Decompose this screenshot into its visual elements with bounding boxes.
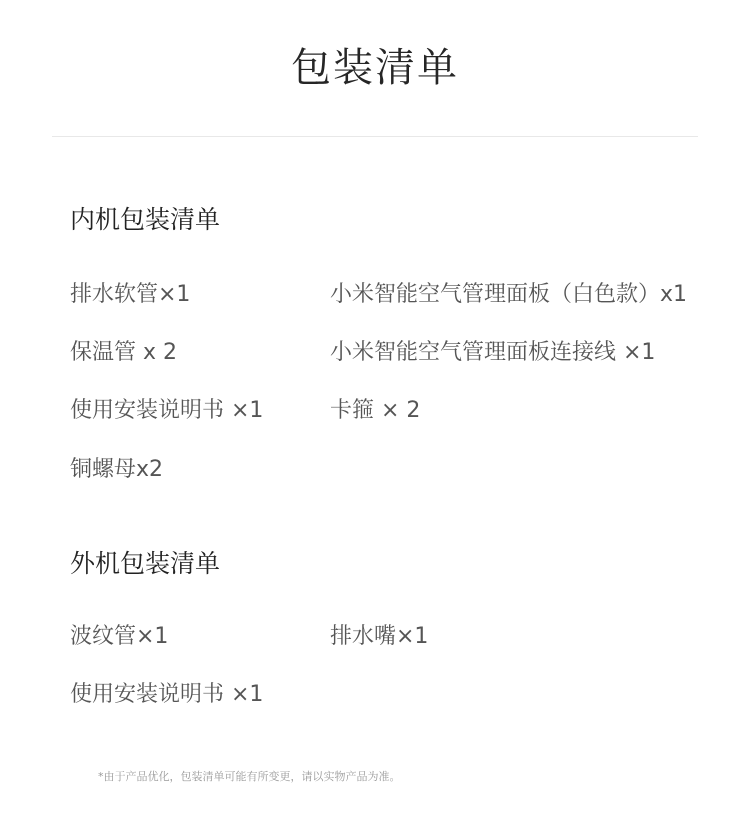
- list-item: 使用安装说明书 ×1: [70, 682, 264, 707]
- list-item: 使用安装说明书 ×1: [70, 398, 264, 423]
- list-item: 排水嘴×1: [330, 624, 429, 649]
- list-item: 排水软管×1: [70, 282, 191, 307]
- list-item: 铜螺母x2: [70, 457, 164, 482]
- outdoor-section-title: 外机包装清单: [70, 549, 221, 578]
- footnote: *由于产品优化，包装清单可能有所变更，请以实物产品为准。: [98, 770, 401, 783]
- list-item: 小米智能空气管理面板连接线 ×1: [330, 340, 656, 365]
- list-item: 保温管 x 2: [70, 340, 178, 365]
- page-title: 包装清单: [291, 45, 459, 91]
- list-item: 卡箍 × 2: [330, 398, 421, 423]
- indoor-section-title: 内机包装清单: [70, 205, 221, 234]
- list-item: 小米智能空气管理面板（白色款）x1: [330, 282, 688, 307]
- title-divider: [52, 136, 698, 137]
- list-item: 波纹管×1: [70, 624, 169, 649]
